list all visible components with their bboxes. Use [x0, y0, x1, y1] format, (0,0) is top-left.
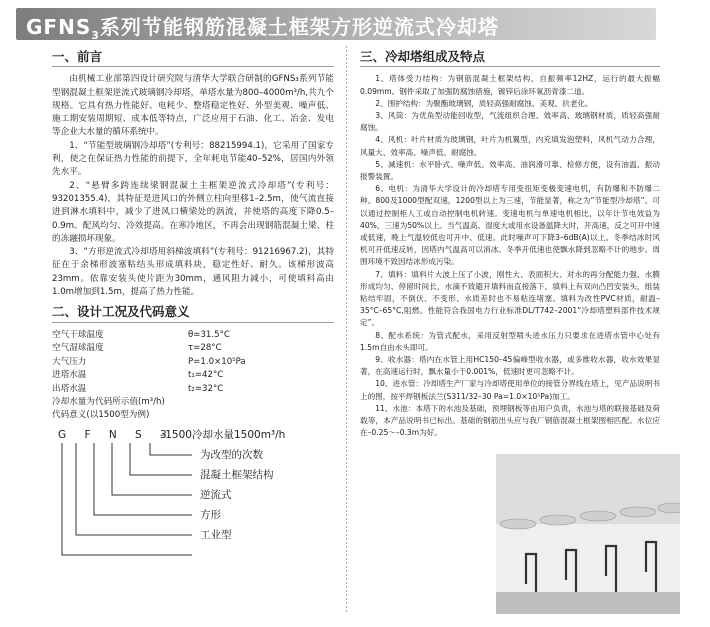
feature-paragraph: 10、进水管：冷却塔生产厂家与冷却塔使用单位的接管分界线在塔上，见产品说明书上的图，按平焊钢板法兰(S311/32–30 Pa=1.0×10⁵Pa)加工。 — [360, 379, 660, 401]
code-label: 逆流式 — [200, 488, 232, 501]
feature-paragraph: 8、配水系统：为管式配水，采用反射型喷头进水压力只要求在进塔水管中心处有1.5m自由水头即可。 — [360, 330, 660, 352]
condition-value: P=1.0×10⁵Pa — [188, 356, 246, 367]
condition-value: t₂=32°C — [188, 383, 224, 394]
column-divider — [346, 46, 347, 612]
condition-row — [52, 342, 334, 356]
cooling-tower-photo — [496, 454, 680, 614]
condition-row — [52, 329, 334, 343]
feature-paragraph: 4、风机：叶片材质为玻璃钢，叶片为机翼型，内充填发泡塑料，风机气动力合理，风量大、效率高、噪声低、耐腐蚀。 — [360, 135, 660, 157]
page-title — [26, 11, 499, 42]
code-label: 工业型 — [200, 528, 232, 541]
code-label: 方形 — [200, 508, 221, 521]
right-column — [360, 50, 660, 439]
feature-paragraph: 9、收水器：塔内在水管上用HC150–45偏峰型收水器，或多维收水器，收水效果显著，在高速运行时，飘水量小于0.001%，低速时更可忽略不计。 — [360, 354, 660, 377]
condition-name: 空气湿球温度 — [52, 343, 104, 354]
code-tail: –1500冷却水量1500m³/h — [160, 428, 286, 441]
feature-paragraph: 1、塔体受力结构：为钢筋混凝土框架结构，自振频率12HZ，运行的最大振幅0.09mm。钢件采取了加强防腐蚀措施，镀锌后涂环氧沥青漆二道。 — [360, 74, 660, 96]
feature-paragraph: 11、水池：本塔下的水池及基础，预埋钢板等由用户负责，水池与塔的联接基础及荷载等，本产品说明书已标出。基础的钢筋出头应与我厂钢筋混凝土框架图相匹配。水位应在–0.25～–0.3m为好。 — [360, 403, 660, 438]
code-label: 混凝土框架结构 — [200, 468, 274, 481]
section-heading-1: 一、前言 — [52, 49, 103, 64]
condition-value: t₁=42°C — [188, 370, 224, 381]
code-connector-lines — [52, 429, 212, 569]
paragraph: 由机械工业部第四设计研究院与清华大学联合研制的GFNS₃系列节能型钢混凝土框架逆流式玻璃钢冷却塔，单塔水量为800–4000m³/h,共九个规格。它具有热力性能好、电耗少、整塔稳定性好、外型美观、噪声低、施工期安装周期短、成本低等特点，广泛应用于石油、化工、冶金、发电等企业大水量的循环系统中。 — [52, 74, 334, 138]
title-text: 系列节能钢筋混凝土框架方形逆流式冷却塔 — [99, 15, 499, 39]
left-column — [52, 50, 334, 569]
feature-paragraph: 2、围护结构：为聚酯玻璃钢，质轻高强耐腐蚀、美观、抗老化。 — [375, 98, 593, 108]
feature-paragraph: 7、填料：填料片大波上压了小波，刚性大、表面积大、对水的再分配能力强、水膜形成均匀、停留时间长，水滴不致避开填料而直接落下。填料上有双向凸凹安装头，组装粘结牢固，不倒伏、不变形、水质差时也不易粘连堵塞。填料为改性PVC材质，耐温–35°C–65°C,阻燃。性能符合我国电力行业标准DL/T742–2001“冷却塔塑料部件技术规定”。 — [360, 269, 660, 328]
title-model: GFNS — [26, 15, 92, 39]
paragraph: 3、“方形逆流式冷却塔用斜梯波填料”(专利号：91216967.2)，其特征在于余梯形波塞粘结头形成填料块，稳定性好、耐久。该梯形波高23mm。依靠安装头使片距为30mm，通风阻力减小，可使填料高由1.0m增加到1.5m，提高了热力性能。 — [52, 247, 334, 298]
code-intro: 冷却水量为代码所示值(m³/h) — [52, 397, 165, 408]
feature-list — [360, 73, 660, 439]
condition-name: 空气干球温度 — [52, 329, 104, 340]
paragraph: 2、“悬臂多跨连续梁钢混凝土主框架逆流式冷却塔”(专利号：93201355.4)，其特征是进风口的外侧立柱向里移1–2.5m，使气流直接进到淋水填料中，减少了进风口横梁处的涡流，并使塔的高度下降0.5–0.9m。配风均匀、冷效提高。在寒冷地区，不再会出现钢筋混凝土梁、柱的冻融损坏现象。 — [52, 180, 334, 244]
condition-row — [52, 369, 334, 383]
feature-paragraph: 6、电机：为清华大学设计的冷却塔专用变扭矩变极变速电机，有防爆和不防爆二种。800及1000型配双速，1200型以上为三速，节能显著，称之为“节能型冷却塔”。可以通过控制柜人工或自动控制电机转速。变速电机与单速电机相比，以年计节电效益为40%，三速为50%以上。当气温高、湿度大或用水设备温降大时，开高速，反之可开中速或低速，晚上气温较低也可开中、低速。此时噪声可下降3–6dB(A)以上。冬季结冰时风机可开低速反转，因塔内气温高可以消冰。冬季开低速也使飘水降到忽略不计的地步。周围环境不致因结冰形成污染。 — [360, 184, 660, 267]
code-example: 代码意义(以1500型为例) — [52, 410, 150, 421]
condition-row — [52, 383, 334, 397]
section-heading-3: 三、冷却塔组成及特点 — [360, 49, 486, 64]
heading-rule — [52, 66, 334, 67]
condition-name: 大气压力 — [52, 356, 87, 367]
title-banner — [16, 8, 656, 40]
condition-value: θ=31.5°C — [188, 329, 230, 340]
condition-name: 出塔水温 — [52, 383, 87, 394]
heading-rule — [52, 322, 334, 323]
condition-name: 进塔水温 — [52, 370, 87, 381]
feature-paragraph: 3、风筒：为优角型动能回收型，气流组织合理、效率高、玻璃钢材质，质轻高强耐腐蚀。 — [360, 110, 660, 133]
heading-rule — [360, 66, 660, 67]
model-code-diagram — [52, 429, 334, 569]
section-heading-2: 二、设计工况及代码意义 — [52, 304, 190, 320]
condition-row — [52, 356, 334, 370]
feature-paragraph: 5、减速机：水平卧式、噪声低、效率高、油润滑可靠、检修方便，设有油温、振动报警装置。 — [360, 159, 660, 181]
paragraph: 1、“节能型玻璃钢冷却塔”(专利号：88215994.1)，它采用了国家专利，使之在保证热力性能的前提下，全年耗电节能40–52%，居国内外领先水平。 — [52, 140, 334, 178]
code-label: 为改型的次数 — [200, 448, 263, 461]
code-letters: G F N S 3 — [58, 428, 175, 441]
condition-value: τ=28°C — [188, 343, 222, 354]
title-subscript: 3 — [91, 29, 100, 42]
